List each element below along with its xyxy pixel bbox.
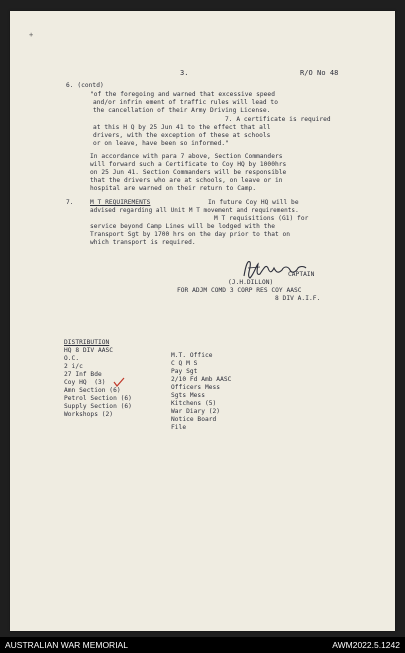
- distribution-right-item: C Q M S: [171, 360, 198, 367]
- signatory-unit: FOR ADJM COMD 3 CORP RES COY AASC: [177, 287, 302, 294]
- distribution-right-item: Pay Sgt: [171, 368, 198, 375]
- distribution-left-item: HQ 8 DIV AASC: [64, 347, 114, 354]
- distribution-left-item: Amn Section (6): [64, 387, 121, 394]
- distribution-left-item: Petrol Section (6): [64, 395, 132, 402]
- para6-quote-line: 7. A certificate is required: [225, 116, 331, 123]
- para6-body-line: that the drivers who are at schools, on leave or in: [90, 177, 283, 184]
- para7-label: 7.: [66, 199, 74, 206]
- distribution-left-item: Supply Section (6): [64, 403, 132, 410]
- para6-body-line: hospital are warned on their return to Camp.: [90, 185, 257, 192]
- signatory-division: 8 DIV A.I.F.: [275, 295, 321, 302]
- para6-quote-line: or on leave, have been so informed.": [93, 140, 229, 147]
- order-reference: R/O No 48: [300, 69, 339, 77]
- para7-line: Transport Sgt by 1700 hrs on the day prior to that on: [90, 231, 291, 238]
- para7-line: which transport is required.: [90, 239, 196, 246]
- distribution-right-item: 2/10 Fd Amb AASC: [171, 376, 232, 383]
- para7-first-line: In future Coy HQ will be: [208, 199, 299, 206]
- para7-heading: M T REQUIREMENTS: [90, 199, 151, 206]
- page-number: 3.: [180, 69, 189, 77]
- para7-line: M T requisitions (G1) for: [214, 215, 309, 222]
- distribution-right-item: Officers Mess: [171, 384, 221, 391]
- distribution-right-item: Kitchens (5): [171, 400, 217, 407]
- distribution-left-item: O.C.: [64, 355, 80, 362]
- distribution-right-item: M.T. Office: [171, 352, 213, 359]
- distribution-left-item: 2 i/c: [64, 363, 83, 370]
- footer-accession-number: AWM2022.5.1242: [332, 640, 400, 650]
- corner-mark: +: [29, 31, 34, 39]
- para7-line: service beyond Camp Lines will be lodged with the: [90, 223, 275, 230]
- para6-quote-line: the cancellation of their Army Driving License.: [93, 107, 271, 114]
- signatory-name: (J.H.DILLON): [228, 279, 274, 286]
- distribution-right-item: File: [171, 424, 187, 431]
- para6-body-line: on 25 Jun 41. Section Commanders will be responsible: [90, 169, 287, 176]
- footer-bar: [0, 637, 405, 653]
- distribution-heading: DISTRIBUTION: [64, 339, 110, 346]
- check-mark-icon: [113, 377, 125, 387]
- para6-body-line: In accordance with para 7 above, Section Commanders: [90, 153, 283, 160]
- distribution-right-item: War Diary (2): [171, 408, 221, 415]
- para7-line: advised regarding all Unit M T movement and requirements.: [90, 207, 299, 214]
- distribution-right-item: Notice Board: [171, 416, 217, 423]
- para6-quote-line: "of the foregoing and warned that excessive speed: [90, 91, 275, 98]
- distribution-left-item: Workshops (2): [64, 411, 114, 418]
- para6-body-line: will forward such a Certificate to Coy HQ by 1000hrs: [90, 161, 287, 168]
- distribution-left-item: Coy HQ (3): [64, 379, 106, 386]
- para6-quote-line: drivers, with the exception of these at schools: [93, 132, 271, 139]
- signatory-rank: CAPTAIN: [288, 271, 315, 278]
- para6-quote-line: at this H Q by 25 Jun 41 to the effect that all: [93, 124, 271, 131]
- para6-quote-line: and/or infrin ement of traffic rules will lead to: [93, 99, 278, 106]
- para6-label: 6. (contd): [66, 82, 104, 89]
- footer-institution: AUSTRALIAN WAR MEMORIAL: [5, 640, 128, 650]
- distribution-right-item: Sgts Mess: [171, 392, 205, 399]
- distribution-left-item: 27 Inf Bde: [64, 371, 102, 378]
